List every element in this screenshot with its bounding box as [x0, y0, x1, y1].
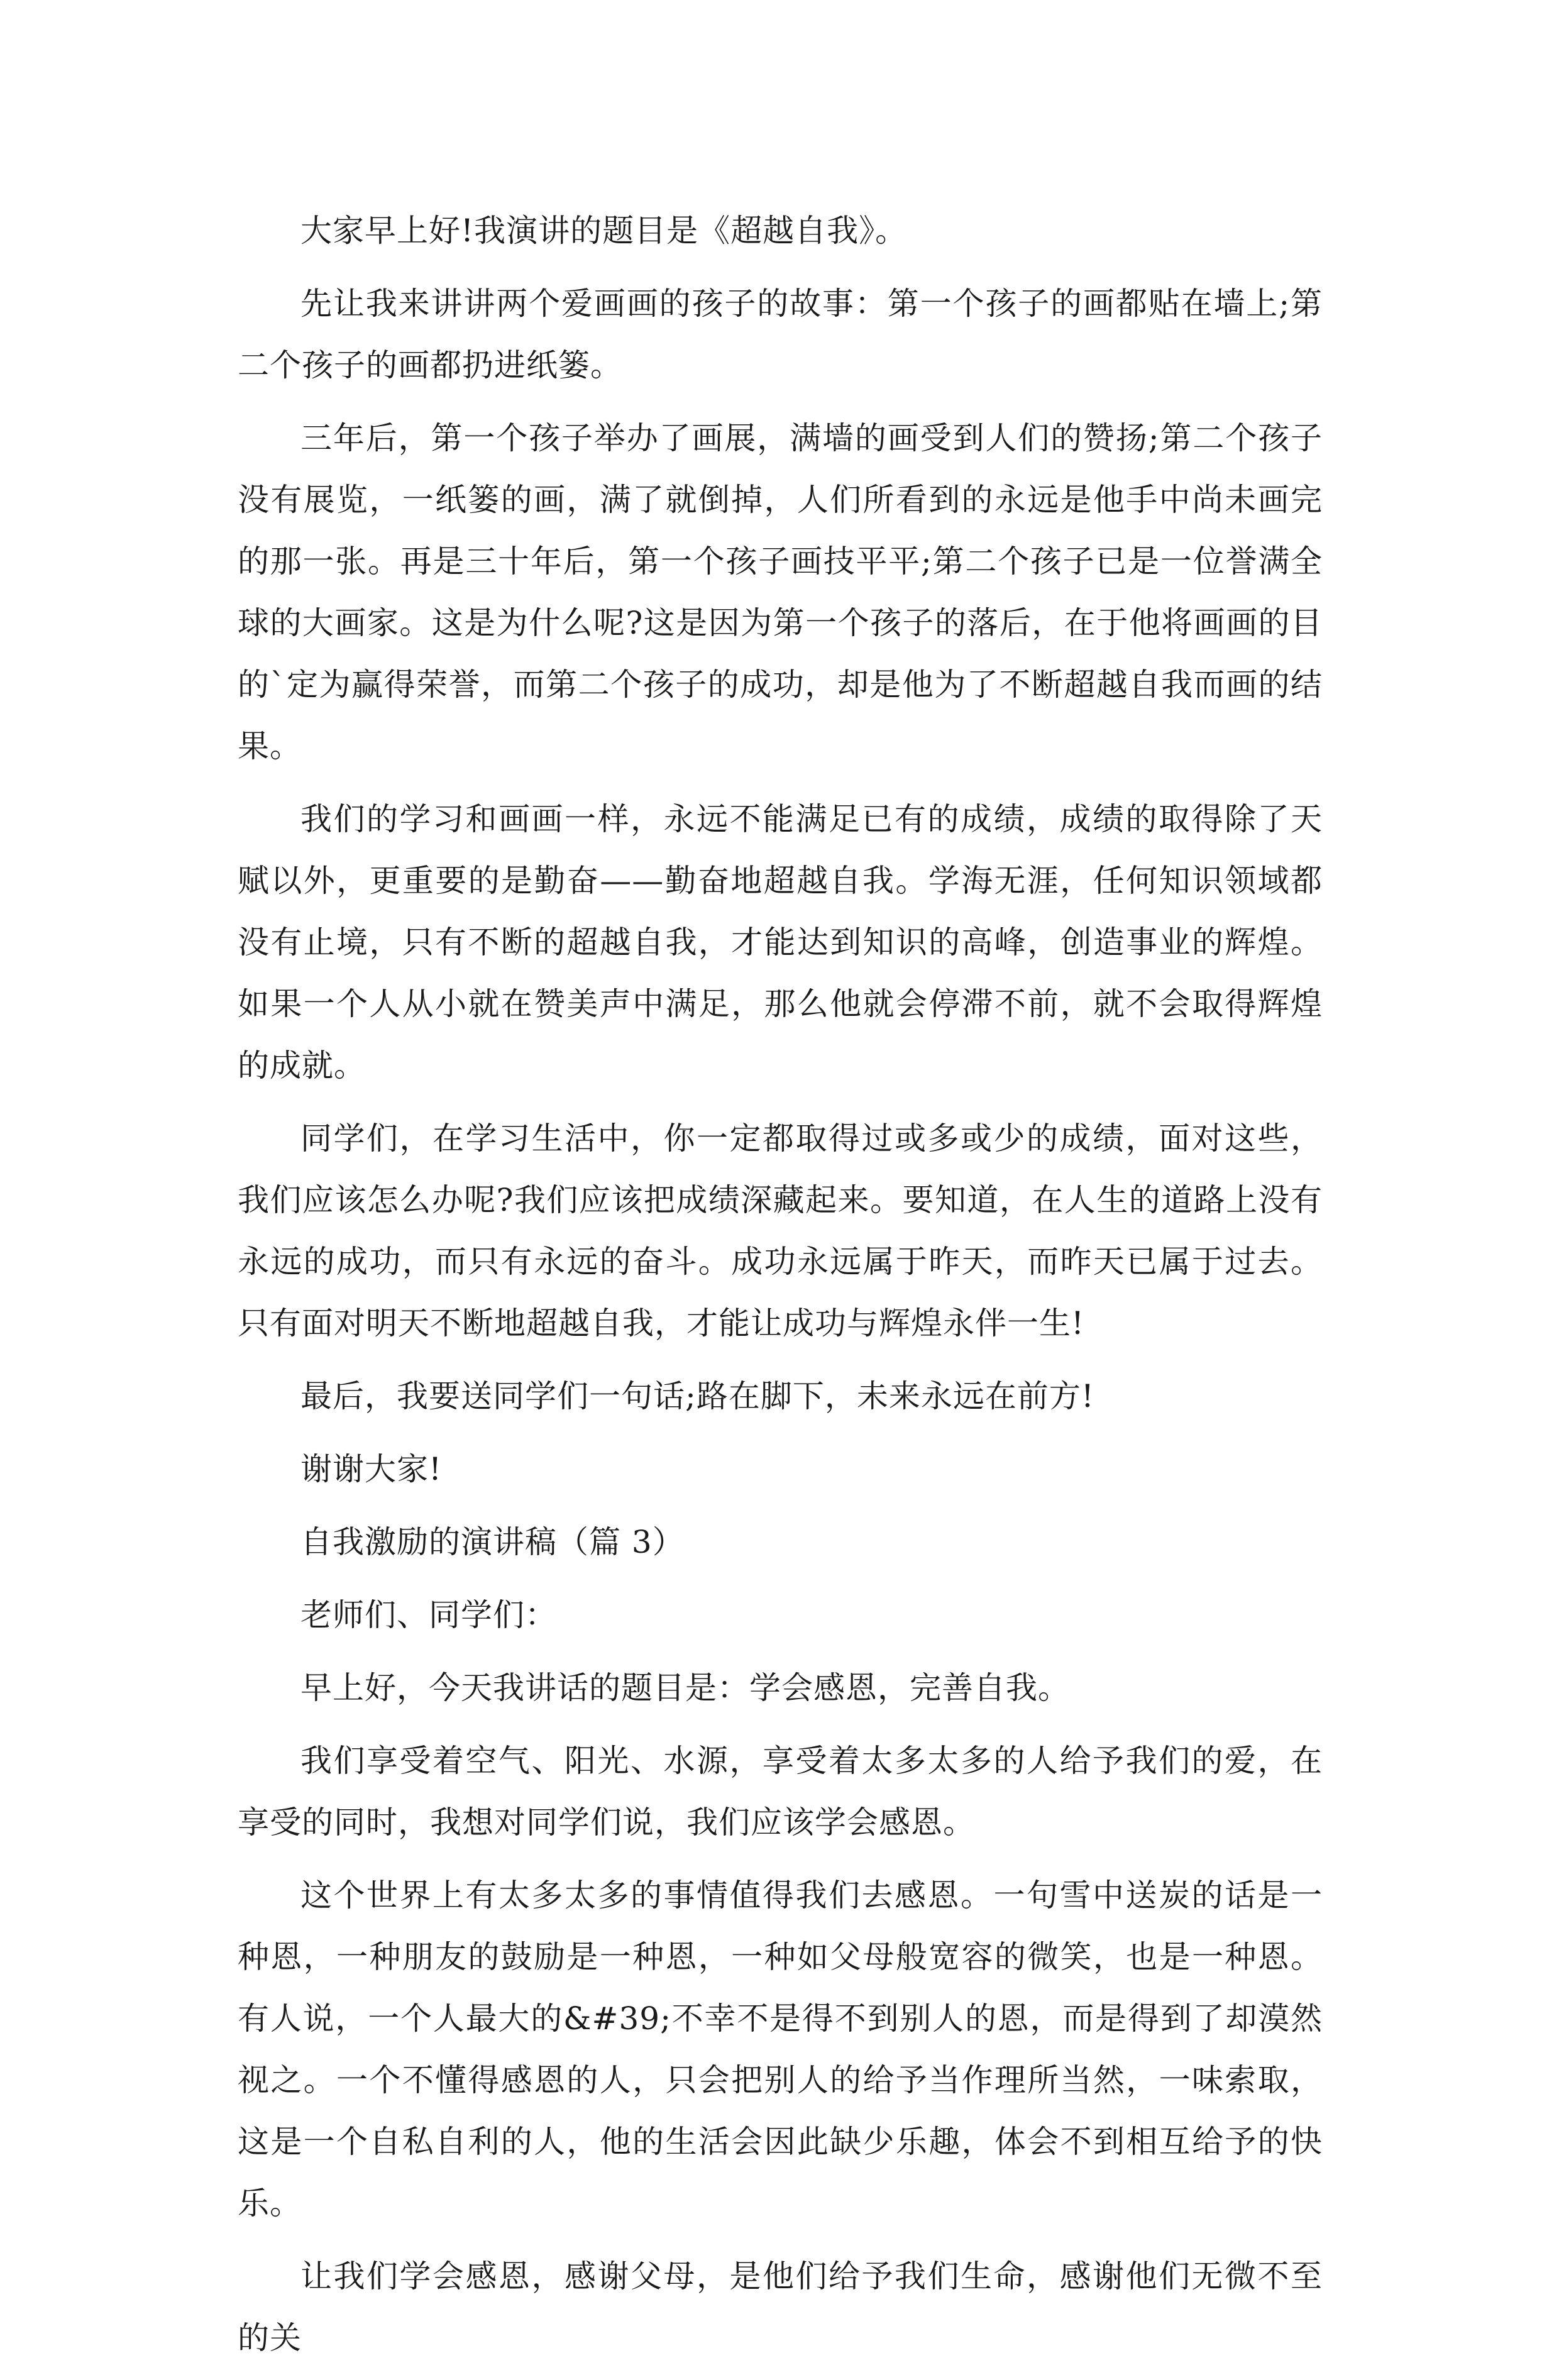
paragraph: 我们的学习和画画一样，永远不能满足已有的成绩，成绩的取得除了天赋以外，更重要的是勤奋——勤奋地超越自我。学海无涯，任何知识领域都没有止境，只有不断的超越自我，才能达到知识的高峰，创造事业的辉煌。如果一个人从小就在赞美声中满足，那么他就会停滞不前，就不会取得辉煌的成就。 — [238, 801, 1323, 1084]
paragraph: 早上好，今天我讲话的题目是：学会感恩，完善自我。 — [300, 1670, 1070, 1706]
body-text — [238, 200, 1323, 2380]
paragraph: 同学们，在学习生活中，你一定都取得过或多或少的成绩，面对这些，我们应该怎么办呢?我们应该把成绩深藏起来。要知道，在人生的道路上没有永远的成功，而只有永远的奋斗。成功永远属于昨天，而昨天已属于过去。只有面对明天不断地超越自我，才能让成功与辉煌永伴一生! — [238, 1120, 1323, 1342]
paragraph: 最后，我要送同学们一句话;路在脚下，未来永远在前方! — [300, 1378, 1094, 1414]
paragraph: 先让我来讲讲两个爱画画的孩子的故事：第一个孩子的画都贴在墙上;第二个孩子的画都扔进纸篓。 — [238, 285, 1323, 383]
paragraph: 谢谢大家! — [300, 1451, 443, 1487]
section-heading: 自我激励的演讲稿（篇 3） — [300, 1524, 685, 1560]
paragraph: 让我们学会感恩，感谢父母，是他们给予我们生命，感谢他们无微不至的关 — [238, 2258, 1323, 2356]
salutation: 老师们、同学们： — [300, 1597, 557, 1633]
paragraph: 大家早上好!我演讲的题目是《超越自我》。 — [300, 212, 908, 249]
paragraph: 三年后，第一个孩子举办了画展，满墙的画受到人们的赞扬;第二个孩子没有展览，一纸篓的画，满了就倒掉，人们所看到的永远是他手中尚未画完的那一张。再是三十年后，第一个孩子画技平平;第二个孩子已是一位誉满全球的大画家。这是为什么呢?这是因为第一个孩子的落后，在于他将画画的目的`定为赢得荣誉，而第二个孩子的成功，却是他为了不断超越自我而画的结果。 — [238, 420, 1323, 764]
paragraph: 我们享受着空气、阳光、水源，享受着太多太多的人给予我们的爱，在享受的同时，我想对同学们说，我们应该学会感恩。 — [238, 1743, 1323, 1841]
paragraph: 这个世界上有太多太多的事情值得我们去感恩。一句雪中送炭的话是一种恩，一种朋友的鼓励是一种恩，一种如父母般宽容的微笑，也是一种恩。有人说，一个人最大的&#39;不幸不是得不到别人的恩，而是得到了却漠然视之。一个不懂得感恩的人，只会把别人的给予当作理所当然，一味索取，这是一个自私自利的人，他的生活会因此缺少乐趣，体会不到相互给予的快乐。 — [238, 1877, 1323, 2222]
